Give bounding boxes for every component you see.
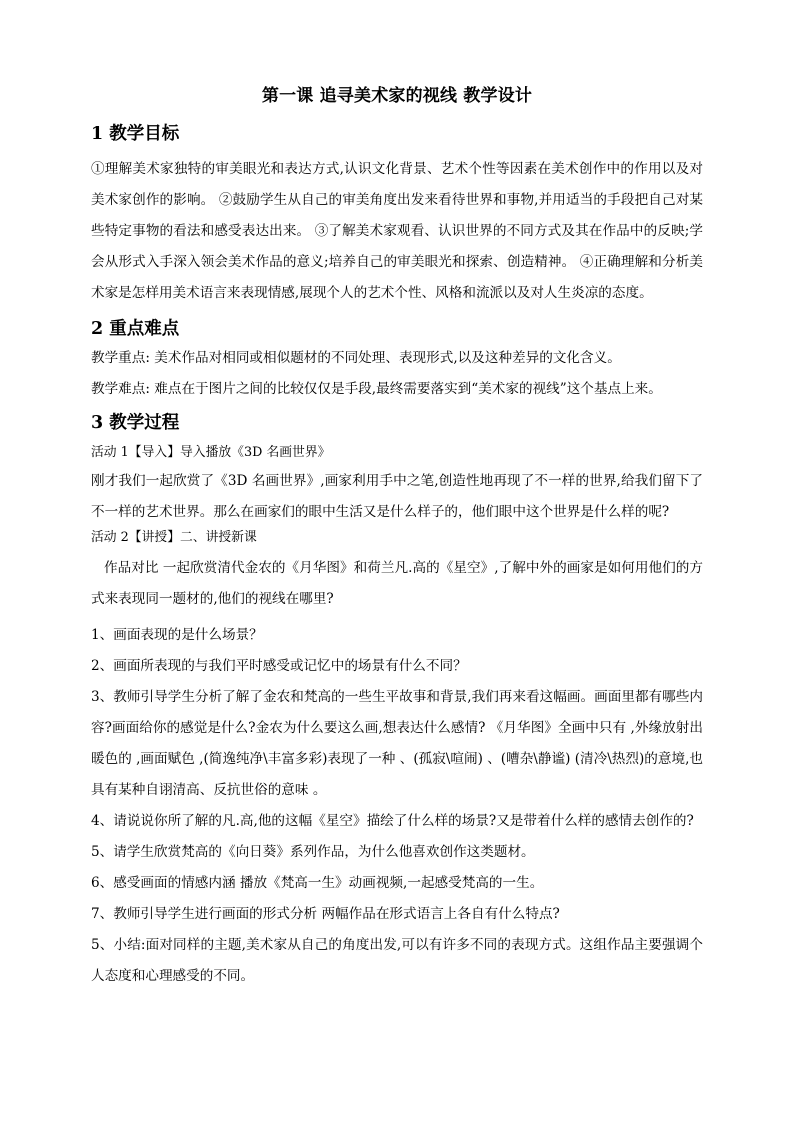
goals-text: ①理解美术家独特的审美眼光和表达方式,认识文化背景、艺术个性等因素在美术创作中的作用以及对美术家创作的影响。 ②鼓励学生从自己的审美角度出发来看待世界和事物,并用适当的手段把自己对某些特定事物的看法和感受表达出来。 ③了解美术家观看、认识世界的不同方式及其在作品中的反映;学会从形式入手深入领会美术作品的意义;培养自己的审美眼光和探索、创造精神。 ④正确理解和分析美术家是怎样用美术语言来表现情感,展现个人的艺术个性、风格和流派以及对人生炎凉的态度。 [91, 161, 703, 301]
list-item: 1、画面表现的是什么场景？ [91, 627, 263, 643]
activity-2-heading: 活动 2【讲授】二、讲授新课 [91, 530, 257, 545]
list-item: 4、请说说你所了解的凡.高,他的这幅《星空》描绘了什么样的场景?又是带着什么样的感情去创作的? [91, 813, 694, 829]
list-item: 5、小结:面对同样的主题,美术家从自己的角度出发,可以有许多不同的表现方式。这组作品主要强调个人态度和心理感受的不同。 [91, 937, 703, 984]
section-heading-goals: 1 教学目标 [91, 124, 180, 144]
list-item: 3、教师引导学生分析了解了金农和梵高的一些生平故事和背景,我们再来看这幅画。画面里都有哪些内容?画面给你的感觉是什么?金农为什么要这么画,想表达什么感情? 《月华图》全画中只有 ,外缘放射出暖色的 ,画面赋色 ,(简逸纯净\丰富多彩)表现了一种 、(孤寂\喧闹) 、(嘈杂\静谧) (清冷\热烈)的意境,也具有某种自诩清高、反抗世俗的意味 。 [91, 689, 703, 798]
list-item: 6、感受画面的情感内涵 播放《梵高一生》动画视频,一起感受梵高的一生。 [91, 875, 544, 891]
teaching-focus: 教学重点: 美术作品对相同或相似题材的不同处理、表现形式,以及这种差异的文化含义。 [91, 350, 621, 366]
section-heading-key-points: 2 重点难点 [91, 319, 180, 339]
section-heading-process: 3 教学过程 [91, 413, 180, 433]
compare-text: 作品对比 一起欣赏清代金农的《月华图》和荷兰凡.高的《星空》,了解中外的画家是如何用他们的方式来表现同一题材的,他们的视线在哪里? [91, 560, 703, 607]
list-item: 7、教师引导学生进行画面的形式分析 两幅作品在形式语言上各自有什么特点? [91, 906, 560, 922]
list-item: 5、请学生欣赏梵高的《向日葵》系列作品，为什么他喜欢创作这类题材。 [91, 844, 535, 860]
teaching-difficulty: 教学难点: 难点在于图片之间的比较仅仅是手段,最终需要落实到“美术家的视线”这个基点上来。 [91, 381, 662, 397]
activity-1-text: 刚才我们一起欣赏了《3D 名画世界》,画家利用手中之笔,创造性地再现了不一样的世界,给我们留下了不一样的艺术世界。那么在画家们的眼中生活又是什么样子的，他们眼中这个世界是什么样的呢? [91, 473, 703, 520]
document-page [91, 84, 703, 992]
activity-1-heading: 活动 1【导入】导入播放《3D 名画世界》 [91, 445, 331, 460]
document-title: 第一课 追寻美术家的视线 教学设计 [261, 86, 533, 106]
list-item: 2、画面所表现的与我们平时感受或记忆中的场景有什么不同？ [91, 658, 467, 674]
